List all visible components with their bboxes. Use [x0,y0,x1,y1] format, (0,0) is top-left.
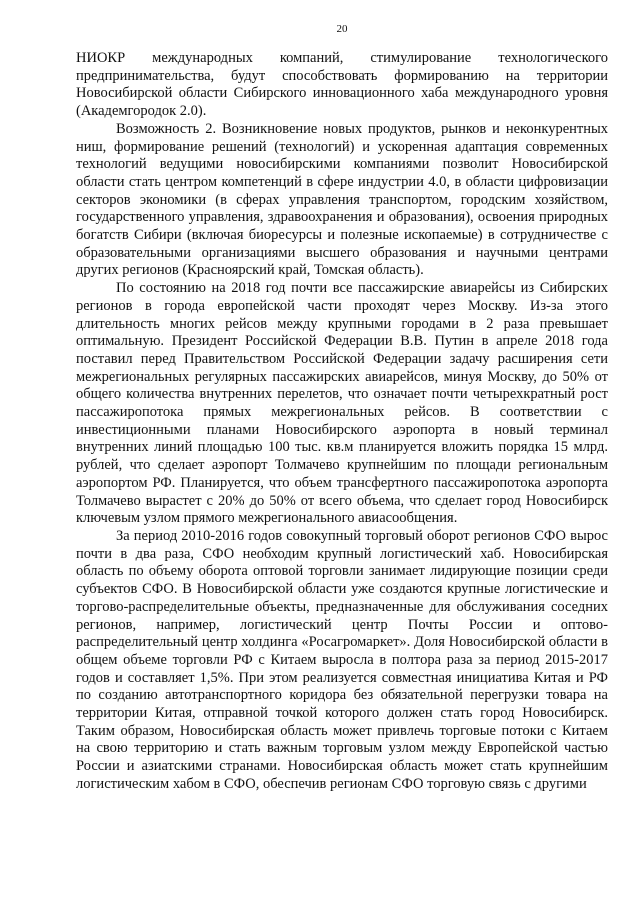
page-number: 20 [336,23,348,35]
document-page [76,22,608,794]
paragraph-opportunity-2: Возможность 2. Возникновение новых продуктов, рынков и неконкурентных ниш, формирование решений (технологий) и ускоренная адаптация современных технологий ведущими новосибирскими компаниями позволит Новосибирской области стать центром компетенций в сфере индустрии 4.0, в области цифровизации секторов экономики (в сферах управления транспортом, городским хозяйством, государственного управления, здравоохранения и образования), освоения природных богатств Сибири (включая биоресурсы и полезные ископаемые) в сотрудничестве с образовательными организациями высшего образования и научными центрами других регионов (Красноярский край, Томская область). [76,120,608,279]
paragraph-air-travel: По состоянию на 2018 год почти все пассажирские авиарейсы из Сибирских регионов в города европейской части проходят через Москву. Из-за этого длительность многих рейсов между крупными городами в 2 раза превышает оптимальную. Президент Российской Федерации В.В. Путин в апреле 2018 года поставил перед Правительством Российской Федерации задачу расширения сети межрегиональных регулярных пассажирских авиарейсов, минуя Москву, до 50% от общего количества внутренних перелетов, что означает почти четырехкратный рост пассажиропотока прямых межрегиональных рейсов. В соответствии с инвестиционными планами Новосибирского аэропорта в новый терминал внутренних линий площадью 100 тыс. кв.м планируется вложить порядка 15 млрд. рублей, что сделает аэропорт Толмачево крупнейшим по площади региональным аэропортом РФ. Планируется, что объем трансфертного пассажиропотока аэропорта Толмачево вырастет с 20% до 50% от всего объема, что сделает город Новосибирск ключевым узлом прямого межрегионального авиасообщения. [76,280,608,527]
paragraph-trade-logistics: За период 2010-2016 годов совокупный торговый оборот регионов СФО вырос почти в два раза, СФО необходим крупный логистический хаб. Новосибирская область по объему оборота оптовой торговли занимает лидирующие позиции среди субъектов СФО. В Новосибирской области уже создаются крупные логистические и торгово-распределительные объекты, предназначенные для обслуживания соседних регионов, например, логистический центр Почты России и оптово-распределительный центр холдинга «Росагромаркет». Доля Новосибирской области в общем объеме торговли РФ с Китаем выросла в полтора раза за период 2015-2017 годов и составляет 1,5%. При этом реализуется совместная инициатива Китая и РФ по созданию автотранспортного коридора без обязательной перегрузки товара на территории Китая, отправной точкой которого должен стать город Новосибирск. Таким образом, Новосибирская область может привлечь торговые потоки с Китаем на свою территорию и стать важным торговым узлом между Европейской частью России и азиатскими странами. Новосибирская область может стать крупнейшим логистическим хабом в СФО, обеспечив регионам СФО торговую связь с другими [76,527,608,792]
paragraph-continuation: НИОКР международных компаний, стимулирование технологического предпринимательства, будут способствовать формированию на территории Новосибирской области Сибирского инновационного хаба международного уровня (Академгородок 2.0). [76,50,608,120]
